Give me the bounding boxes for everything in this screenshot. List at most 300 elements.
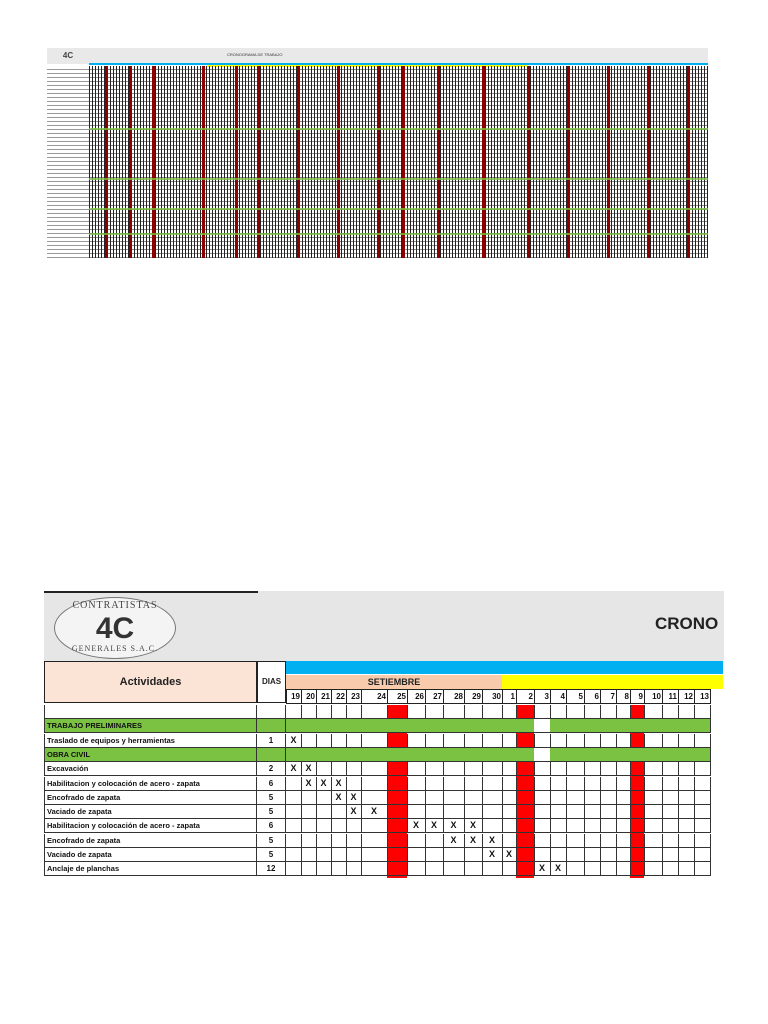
table-row xyxy=(44,862,710,876)
schedule-cell: X xyxy=(482,848,503,862)
schedule-cell xyxy=(316,748,332,762)
schedule-cell xyxy=(616,748,631,762)
schedule-cell xyxy=(331,748,347,762)
activity-days xyxy=(257,748,286,762)
thumbnail-red-column xyxy=(105,66,108,258)
schedule-cell xyxy=(534,777,551,791)
thumbnail-red-column xyxy=(482,66,485,258)
schedule-cell xyxy=(387,834,408,848)
schedule-cell xyxy=(286,748,302,762)
schedule-cell xyxy=(584,705,601,719)
schedule-cell xyxy=(301,719,317,733)
activity-label: Encofrado de zapata xyxy=(44,834,257,848)
schedule-cell xyxy=(425,762,444,776)
schedule-cell xyxy=(566,762,585,776)
schedule-cell xyxy=(407,805,426,819)
schedule-cell xyxy=(361,705,388,719)
schedule-cell xyxy=(678,834,695,848)
schedule-cell xyxy=(534,748,551,762)
schedule-cell xyxy=(566,705,585,719)
thumbnail-red-column xyxy=(337,66,340,258)
schedule-cell xyxy=(407,762,426,776)
thumbnail-title: CRONOGRAMA DE TRABAJO xyxy=(227,52,283,57)
day-header-cell: 26 xyxy=(407,689,426,704)
schedule-cell xyxy=(550,705,567,719)
schedule-cell xyxy=(662,734,679,748)
activity-days: 6 xyxy=(257,819,286,833)
logo-bottom-text: GENERALES S.A.C. xyxy=(71,644,159,653)
section-row xyxy=(44,719,710,733)
thumbnail-green-row xyxy=(89,233,708,235)
schedule-cell xyxy=(482,762,503,776)
schedule-cell xyxy=(482,734,503,748)
schedule-cell xyxy=(566,862,585,876)
schedule-cell xyxy=(644,819,663,833)
schedule-cell xyxy=(644,862,663,876)
schedule-cell xyxy=(550,834,567,848)
schedule-cell: X xyxy=(331,791,347,805)
schedule-cell xyxy=(425,777,444,791)
schedule-cell xyxy=(534,705,551,719)
schedule-cell xyxy=(301,734,317,748)
schedule-cell xyxy=(482,805,503,819)
schedule-cell xyxy=(331,848,347,862)
schedule-cell xyxy=(630,777,645,791)
schedule-cell xyxy=(482,748,503,762)
schedule-cell xyxy=(550,734,567,748)
day-header-cell: 21 xyxy=(316,689,332,704)
schedule-cell xyxy=(550,748,567,762)
schedule-cell xyxy=(516,862,535,876)
schedule-cell xyxy=(316,834,332,848)
thumbnail-red-column xyxy=(402,66,405,258)
activity-label: Excavación xyxy=(44,762,257,776)
day-header-cell: 24 xyxy=(361,689,388,704)
schedule-cell xyxy=(694,705,711,719)
day-header-cell: 25 xyxy=(387,689,408,704)
day-header-cell: 1 xyxy=(502,689,517,704)
activity-days xyxy=(257,705,286,719)
schedule-cell xyxy=(443,748,465,762)
table-row xyxy=(44,777,710,791)
schedule-cell xyxy=(600,862,617,876)
schedule-cell xyxy=(502,734,517,748)
schedule-cell xyxy=(346,819,362,833)
schedule-cell xyxy=(316,762,332,776)
activity-label: Vaciado de zapata xyxy=(44,848,257,862)
schedule-cell xyxy=(662,719,679,733)
schedule-cell xyxy=(331,834,347,848)
schedule-cell xyxy=(425,748,444,762)
schedule-cell xyxy=(316,848,332,862)
schedule-cell xyxy=(678,734,695,748)
day-header-cell: 4 xyxy=(550,689,567,704)
schedule-cell xyxy=(566,819,585,833)
schedule-cell: X xyxy=(316,777,332,791)
schedule-cell xyxy=(584,762,601,776)
schedule-cell xyxy=(286,834,302,848)
schedule-cell xyxy=(407,834,426,848)
schedule-cell xyxy=(502,862,517,876)
schedule-cell xyxy=(425,705,444,719)
schedule-cell xyxy=(616,791,631,805)
schedule-cell xyxy=(694,862,711,876)
schedule-cell xyxy=(516,834,535,848)
schedule-cell xyxy=(616,834,631,848)
schedule-cell xyxy=(616,705,631,719)
schedule-cell xyxy=(286,777,302,791)
schedule-cell xyxy=(566,777,585,791)
schedule-cell xyxy=(600,777,617,791)
schedule-cell xyxy=(464,848,483,862)
schedule-cell xyxy=(286,719,302,733)
thumbnail-red-column xyxy=(152,66,155,258)
schedule-cell xyxy=(678,719,695,733)
schedule-cell xyxy=(443,734,465,748)
schedule-cell xyxy=(361,734,388,748)
schedule-cell xyxy=(644,805,663,819)
thumbnail-red-column xyxy=(129,66,132,258)
schedule-cell xyxy=(584,805,601,819)
schedule-cell xyxy=(644,762,663,776)
day-header-cell: 11 xyxy=(662,689,679,704)
activity-days: 5 xyxy=(257,848,286,862)
day-header-cell: 19 xyxy=(286,689,302,704)
schedule-cell xyxy=(331,862,347,876)
schedule-cell xyxy=(662,834,679,848)
schedule-cell xyxy=(301,805,317,819)
schedule-cell xyxy=(584,819,601,833)
logo-area xyxy=(44,591,258,663)
schedule-cell xyxy=(331,719,347,733)
schedule-cell xyxy=(346,734,362,748)
schedule-cell xyxy=(616,719,631,733)
schedule-cell xyxy=(694,748,711,762)
schedule-cell xyxy=(316,719,332,733)
schedule-cell xyxy=(516,734,535,748)
schedule-cell xyxy=(361,791,388,805)
schedule-cell xyxy=(534,719,551,733)
schedule-cell xyxy=(301,819,317,833)
logo-main-text: 4C xyxy=(95,612,135,645)
schedule-cell xyxy=(387,734,408,748)
schedule-cell xyxy=(331,805,347,819)
schedule-cell: X xyxy=(346,791,362,805)
schedule-cell xyxy=(600,848,617,862)
table-row xyxy=(44,762,710,776)
schedule-cell xyxy=(361,862,388,876)
schedule-cell xyxy=(516,705,535,719)
schedule-cell xyxy=(464,762,483,776)
schedule-cell xyxy=(516,762,535,776)
schedule-cell xyxy=(464,748,483,762)
schedule-cell: X xyxy=(464,819,483,833)
schedule-cell xyxy=(534,805,551,819)
schedule-cell xyxy=(387,805,408,819)
schedule-cell: X xyxy=(425,819,444,833)
thumbnail-labels xyxy=(47,66,89,258)
schedule-cell xyxy=(443,777,465,791)
schedule-cell xyxy=(566,734,585,748)
schedule-cell xyxy=(443,719,465,733)
schedule-cell xyxy=(662,848,679,862)
schedule-cell xyxy=(550,819,567,833)
schedule-cell xyxy=(694,805,711,819)
schedule-cell xyxy=(407,734,426,748)
sheet-title: CRONO xyxy=(655,614,719,633)
section-row xyxy=(44,748,710,762)
schedule-cell xyxy=(678,791,695,805)
schedule-cell xyxy=(331,734,347,748)
schedule-cell xyxy=(407,791,426,805)
day-header-cell: 29 xyxy=(464,689,483,704)
thumbnail-red-column xyxy=(377,66,380,258)
schedule-cell xyxy=(361,762,388,776)
day-header-cell: 13 xyxy=(694,689,711,704)
schedule-cell xyxy=(301,862,317,876)
activity-days: 12 xyxy=(257,862,286,876)
schedule-cell xyxy=(566,848,585,862)
table-row xyxy=(44,791,710,805)
schedule-cell xyxy=(600,705,617,719)
day-header-cell: 9 xyxy=(630,689,645,704)
schedule-cell: X xyxy=(286,734,302,748)
schedule-cell xyxy=(550,805,567,819)
schedule-cell xyxy=(464,705,483,719)
schedule-cell xyxy=(566,805,585,819)
schedule-cell xyxy=(600,762,617,776)
schedule-cell xyxy=(584,719,601,733)
schedule-cell xyxy=(387,791,408,805)
schedule-cell xyxy=(482,777,503,791)
schedule-cell xyxy=(678,777,695,791)
table-row xyxy=(44,848,710,862)
schedule-cell xyxy=(584,748,601,762)
schedule-cell xyxy=(301,834,317,848)
activity-days: 5 xyxy=(257,834,286,848)
schedule-cell xyxy=(662,748,679,762)
schedule-cell xyxy=(534,791,551,805)
schedule-cell xyxy=(534,762,551,776)
schedule-cell xyxy=(464,734,483,748)
schedule-cell xyxy=(301,848,317,862)
schedule-cell xyxy=(361,834,388,848)
schedule-cell xyxy=(443,705,465,719)
schedule-cell xyxy=(387,719,408,733)
schedule-cell xyxy=(443,762,465,776)
activity-days: 5 xyxy=(257,791,286,805)
activity-days: 2 xyxy=(257,762,286,776)
schedule-cell xyxy=(566,834,585,848)
schedule-cell xyxy=(566,791,585,805)
schedule-cell xyxy=(694,819,711,833)
schedule-cell xyxy=(630,805,645,819)
day-header-cell: 30 xyxy=(482,689,503,704)
schedule-cell xyxy=(464,719,483,733)
activity-days: 5 xyxy=(257,805,286,819)
schedule-cell xyxy=(286,805,302,819)
activity-days: 6 xyxy=(257,777,286,791)
table-row xyxy=(44,834,710,848)
thumbnail-red-column xyxy=(527,66,530,258)
day-header-cell: 5 xyxy=(566,689,585,704)
day-header-cell: 3 xyxy=(534,689,551,704)
schedule-cell xyxy=(482,791,503,805)
day-header-cell: 6 xyxy=(584,689,601,704)
schedule-cell xyxy=(584,734,601,748)
schedule-cell xyxy=(600,834,617,848)
schedule-cell: X xyxy=(443,834,465,848)
schedule-cell xyxy=(502,705,517,719)
schedule-cell xyxy=(584,848,601,862)
thumbnail-red-column xyxy=(687,66,690,258)
schedule-cell xyxy=(694,777,711,791)
schedule-cell xyxy=(346,719,362,733)
schedule-cell: X xyxy=(464,834,483,848)
schedule-cell xyxy=(534,819,551,833)
schedule-cell xyxy=(316,819,332,833)
schedule-cell xyxy=(662,791,679,805)
schedule-cell xyxy=(502,791,517,805)
activity-label: TRABAJO PRELIMINARES xyxy=(44,719,257,733)
schedule-cell: X xyxy=(482,834,503,848)
table-row xyxy=(44,734,710,748)
activity-label: Anclaje de planchas xyxy=(44,862,257,876)
header-blue-bar xyxy=(286,661,723,674)
schedule-cell xyxy=(630,834,645,848)
schedule-cell xyxy=(694,834,711,848)
activity-days xyxy=(257,719,286,733)
schedule-cell xyxy=(678,805,695,819)
schedule-cell xyxy=(630,705,645,719)
schedule-cell xyxy=(550,791,567,805)
schedule-cell xyxy=(616,848,631,862)
schedule-cell xyxy=(286,791,302,805)
schedule-cell xyxy=(678,762,695,776)
schedule-cell xyxy=(464,862,483,876)
schedule-cell xyxy=(630,734,645,748)
activity-label: Traslado de equipos y herramientas xyxy=(44,734,257,748)
thumbnail-logo: 4C xyxy=(62,51,74,60)
schedule-cell xyxy=(644,705,663,719)
schedule-cell xyxy=(482,819,503,833)
thumbnail-grid xyxy=(89,66,708,258)
schedule-cell xyxy=(644,734,663,748)
schedule-cell xyxy=(482,719,503,733)
schedule-cell xyxy=(678,862,695,876)
day-header-cell: 28 xyxy=(443,689,465,704)
thumbnail-red-column xyxy=(647,66,650,258)
schedule-cell xyxy=(502,834,517,848)
schedule-cell xyxy=(361,719,388,733)
schedule-cell xyxy=(387,748,408,762)
schedule-cell: X xyxy=(301,777,317,791)
schedule-cell xyxy=(644,719,663,733)
schedule-cell xyxy=(584,777,601,791)
schedule-cell xyxy=(516,719,535,733)
schedule-cell xyxy=(630,762,645,776)
schedule-cell xyxy=(616,762,631,776)
schedule-cell xyxy=(387,762,408,776)
schedule-cell xyxy=(331,819,347,833)
schedule-cell xyxy=(600,719,617,733)
schedule-cell xyxy=(425,848,444,862)
schedule-cell xyxy=(301,705,317,719)
schedule-cell xyxy=(361,848,388,862)
schedule-cell xyxy=(346,862,362,876)
schedule-cell xyxy=(425,805,444,819)
day-header-cell: 2 xyxy=(516,689,535,704)
schedule-cell xyxy=(331,762,347,776)
activity-label: Habilitacion y colocación de acero - zapata xyxy=(44,777,257,791)
schedule-cell xyxy=(600,819,617,833)
schedule-cell xyxy=(630,791,645,805)
schedule-cell xyxy=(316,705,332,719)
schedule-cell xyxy=(502,762,517,776)
schedule-cell xyxy=(516,848,535,862)
thumbnail-red-column xyxy=(297,66,300,258)
schedule-cell xyxy=(662,862,679,876)
schedule-cell xyxy=(502,748,517,762)
activity-label: Encofrado de zapata xyxy=(44,791,257,805)
company-logo xyxy=(54,597,176,659)
schedule-cell xyxy=(346,834,362,848)
schedule-cell xyxy=(516,777,535,791)
schedule-cell xyxy=(694,762,711,776)
schedule-cell xyxy=(316,734,332,748)
schedule-cell: X xyxy=(502,848,517,862)
schedule-cell: X xyxy=(407,819,426,833)
schedule-cell xyxy=(584,862,601,876)
schedule-cell: X xyxy=(361,805,388,819)
schedule-cell xyxy=(502,719,517,733)
schedule-cell xyxy=(407,777,426,791)
schedule-cell xyxy=(534,834,551,848)
schedule-cell xyxy=(443,791,465,805)
schedule-cell xyxy=(316,791,332,805)
thumbnail-red-column xyxy=(202,66,205,258)
schedule-cell xyxy=(516,791,535,805)
schedule-cell xyxy=(516,748,535,762)
schedule-cell xyxy=(407,719,426,733)
activity-label: Vaciado de zapata xyxy=(44,805,257,819)
schedule-cell xyxy=(482,705,503,719)
schedule-cell xyxy=(630,719,645,733)
schedule-cell xyxy=(584,791,601,805)
schedule-cell xyxy=(301,791,317,805)
schedule-cell xyxy=(443,848,465,862)
schedule-cell xyxy=(600,748,617,762)
schedule-cell xyxy=(694,734,711,748)
activity-label: OBRA CIVIL xyxy=(44,748,257,762)
month-label: SETIEMBRE xyxy=(286,675,502,689)
schedule-cell xyxy=(346,748,362,762)
schedule-cell xyxy=(346,848,362,862)
schedule-cell xyxy=(644,748,663,762)
schedule-cell xyxy=(502,805,517,819)
schedule-cell xyxy=(387,819,408,833)
day-header-cell: 22 xyxy=(331,689,347,704)
schedule-cell xyxy=(600,791,617,805)
table-row xyxy=(44,819,710,833)
schedule-cell xyxy=(678,748,695,762)
schedule-cell xyxy=(407,705,426,719)
schedule-cell xyxy=(550,848,567,862)
schedule-cell xyxy=(464,777,483,791)
schedule-cell xyxy=(425,834,444,848)
day-header-cell: 7 xyxy=(600,689,617,704)
schedule-cell xyxy=(516,805,535,819)
